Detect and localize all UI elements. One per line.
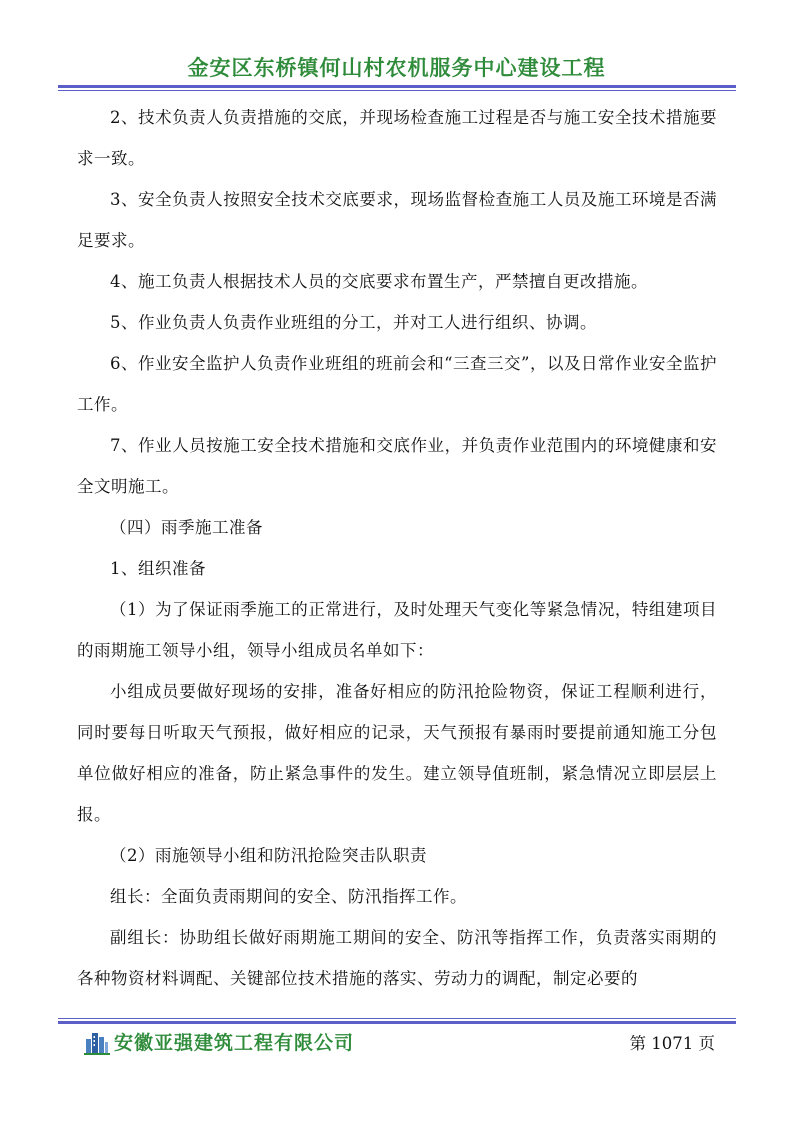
section-heading: （四）雨季施工准备: [110, 518, 263, 537]
building-logo-icon: [84, 1029, 110, 1055]
document-body: [77, 97, 717, 999]
paragraph: 2、技术负责人负责措施的交底，并现场检查施工过程是否与施工安全技术措施要求一致。: [77, 108, 717, 168]
footer-rule-thick: [58, 1021, 736, 1024]
subsection-heading: （2）雨施领导小组和防汛抢险突击队职责: [110, 846, 427, 865]
paragraph: 5、作业负责人负责作业班组的分工，并对工人进行组织、协调。: [110, 313, 597, 332]
company-name: 安徽亚强建筑工程有限公司: [114, 1032, 355, 1054]
header-rule-thick: [58, 85, 736, 88]
header-rule-thin: [58, 90, 736, 91]
paragraph: 副组长：协助组长做好雨期施工期间的安全、防汛等指挥工作，负责落实雨期的各种物资材料调配、关键部位技术措施的落实、劳动力的调配，制定必要的: [77, 928, 717, 988]
page-header-title: 金安区东桥镇何山村农机服务中心建设工程: [187, 56, 606, 80]
paragraph: 3、安全负责人按照安全技术交底要求，现场监督检查施工人员及施工环境是否满足要求。: [77, 190, 717, 250]
paragraph: 6、作业安全监护人负责作业班组的班前会和“三查三交”，以及日常作业安全监护工作。: [77, 354, 717, 414]
paragraph: 4、施工负责人根据技术人员的交底要求布置生产，严禁擅自更改措施。: [110, 272, 648, 291]
paragraph: （1）为了保证雨季施工的正常进行，及时处理天气变化等紧急情况，特组建项目的雨期施工领导小组，领导小组成员名单如下：: [77, 600, 717, 660]
page-number: 第 1071 页: [629, 1034, 715, 1053]
paragraph: 组长：全面负责雨期间的安全、防汛指挥工作。: [110, 887, 467, 906]
footer-rule-thin: [58, 1018, 736, 1019]
subsection-heading: 1、组织准备: [110, 559, 206, 578]
paragraph: 7、作业人员按施工安全技术措施和交底作业，并负责作业范围内的环境健康和安全文明施工。: [77, 436, 717, 496]
footer-company: [84, 1028, 354, 1055]
paragraph: 小组成员要做好现场的安排，准备好相应的防汛抢险物资，保证工程顺利进行，同时要每日听取天气预报，做好相应的记录，天气预报有暴雨时要提前通知施工分包单位做好相应的准备，防止紧急事件的发生。建立领导值班制，紧急情况立即层层上报。: [77, 682, 717, 824]
